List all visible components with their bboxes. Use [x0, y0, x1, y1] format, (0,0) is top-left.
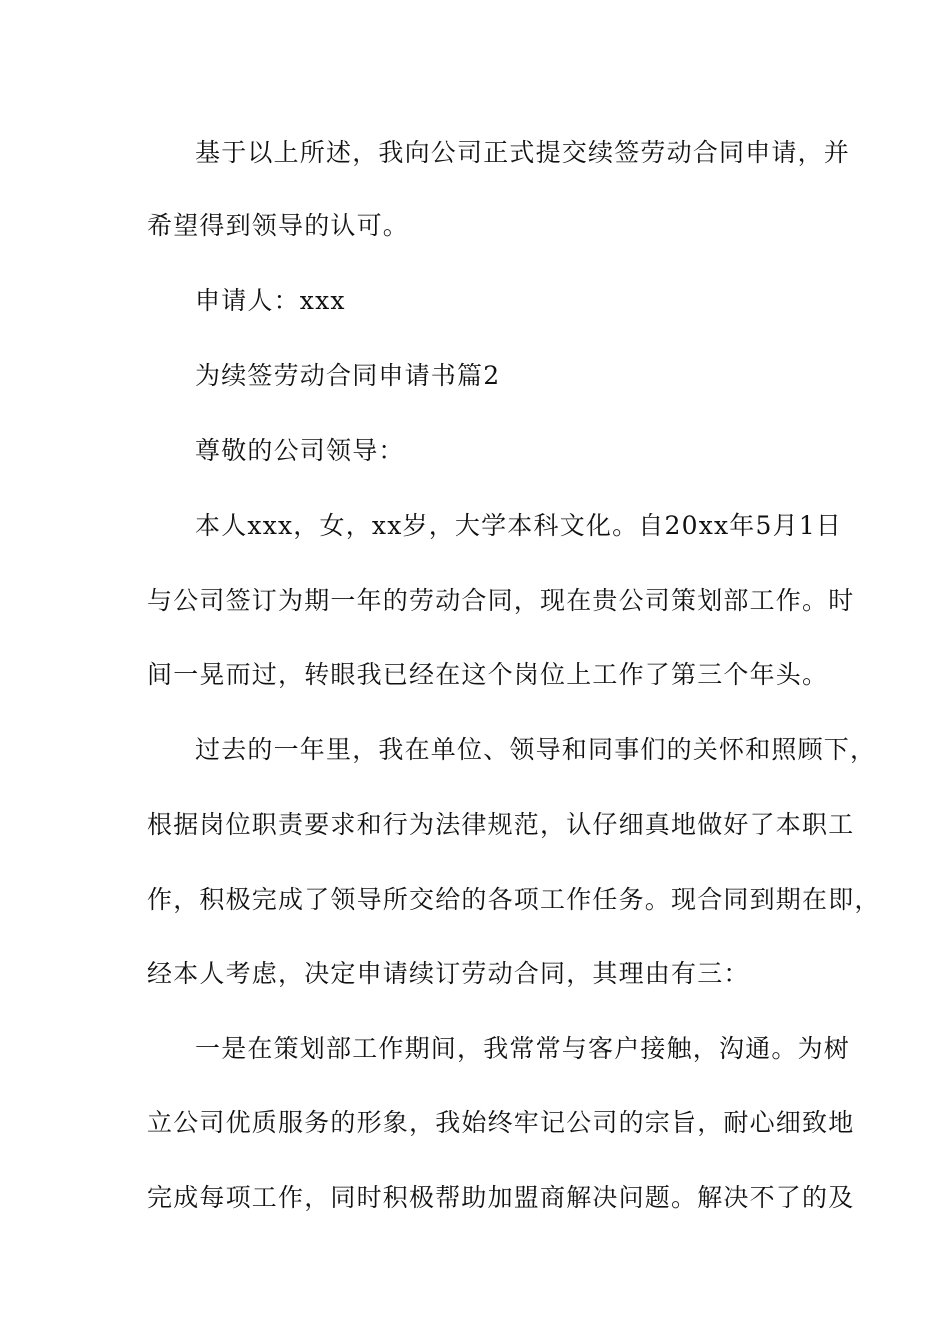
section-heading: 为续签劳动合同申请书篇2	[195, 361, 501, 390]
paragraph-line: 经本人考虑，决定申请续订劳动合同，其理由有三：	[147, 959, 750, 988]
paragraph-line: 与公司签订为期一年的劳动合同，现在贵公司策划部工作。时	[147, 586, 855, 615]
paragraph-line: 过去的一年里，我在单位、领导和同事们的关怀和照顾下，	[195, 735, 877, 764]
paragraph-line: 一是在策划部工作期间，我常常与客户接触，沟通。为树	[195, 1034, 851, 1063]
paragraph-line: 立公司优质服务的形象，我始终牢记公司的宗旨，耐心细致地	[147, 1108, 855, 1137]
paragraph-line: 作，积极完成了领导所交给的各项工作任务。现合同到期在即，	[147, 885, 881, 914]
paragraph-line: 间一晃而过，转眼我已经在这个岗位上工作了第三个年头。	[147, 660, 829, 689]
applicant-line: 申请人：xxx	[195, 286, 346, 315]
paragraph-line: 基于以上所述，我向公司正式提交续签劳动合同申请，并	[195, 138, 851, 167]
salutation: 尊敬的公司领导：	[195, 436, 405, 465]
paragraph-line: 本人xxx，女，xx岁，大学本科文化。自20xx年5月1日	[195, 511, 843, 540]
paragraph-line: 根据岗位职责要求和行为法律规范，认仔细真地做好了本职工	[147, 810, 855, 839]
paragraph-line: 完成每项工作，同时积极帮助加盟商解决问题。解决不了的及	[147, 1183, 855, 1212]
paragraph-line: 希望得到领导的认可。	[147, 211, 410, 240]
